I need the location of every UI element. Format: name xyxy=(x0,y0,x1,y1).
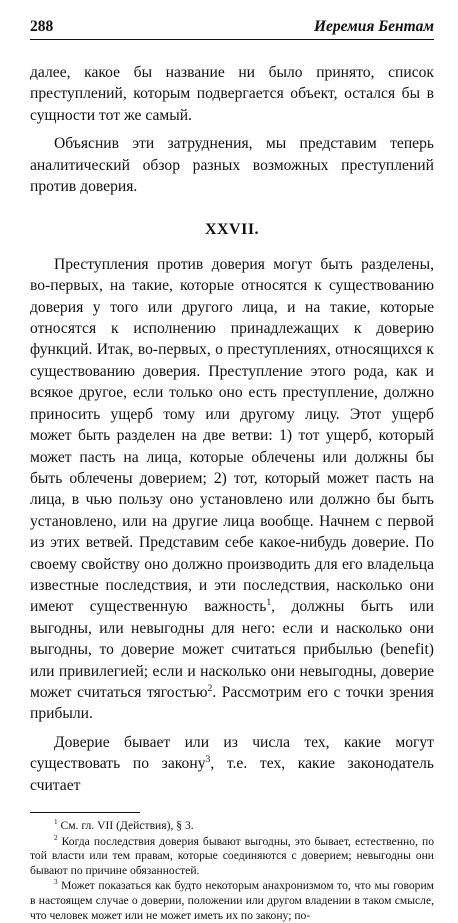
running-header xyxy=(30,18,434,40)
footnote-3 xyxy=(30,879,434,923)
footnote-number: 2 xyxy=(54,833,58,842)
footnote-divider xyxy=(30,812,140,813)
paragraph: Объяснив эти затруднения, мы представим теперь аналитический обзор разных возможных преступлений против доверия. xyxy=(30,135,434,196)
footnote-ref-3[interactable]: 3 xyxy=(205,754,211,765)
body-text xyxy=(30,62,434,796)
footnote-ref-2[interactable]: 2 xyxy=(207,682,213,694)
paragraph-continuation: далее, какое бы название ни было принято, список преступлений, которым подвергается объект, остался бы в сущности тот же самый. xyxy=(30,64,434,124)
paragraph-text: Преступления против доверия могут быть разделены, во-первых, на такие, которые относятся к существованию доверия у того или другого лица, и на такие, которые относятся к исполнению принадлежащих к доверию функций. Итак, во-первых, о преступлениях, относящихся к существованию доверия. Преступление этого рода, как и всякое другое, если только оно есть преступление, должно приносить ущерб тому или другому лицу. Этот ущерб может быть разделен на две ветви: 1) тот ущерб, который может пасть на лица, которые облечены или должны бы быть облечены доверием; 2) тот, который может пасть на лица, в чью пользу оно установлено или должно бы быть установлено, или на другие лица вообще. Начнем с первой из этих ветвей. Представим себе какое-нибудь доверие. По своему свойству оно должно производить для его владельца известные последствия, и эти последствия, насколько они имеют существенную важность xyxy=(30,255,434,616)
running-title: Иеремия Бентам xyxy=(313,18,434,35)
paragraph-text: . Рассмотрим его с точки зрения прибыли. xyxy=(30,683,434,723)
section-heading: XXVII. xyxy=(204,221,260,239)
footnote-text: Когда последствия доверия бывают выгодны, это бывает, естественно, по той власти или тем правам, которые соединяются с доверием; невыгодны они бывают по причине обязанностей. xyxy=(30,834,434,877)
footnote-number: 1 xyxy=(54,818,58,827)
paragraph-last xyxy=(30,732,434,796)
footnotes xyxy=(30,819,434,923)
paragraph-main xyxy=(30,254,434,725)
paragraph-text: , т.е. тех, какие законодатель считает xyxy=(30,755,434,794)
footnote-ref-1[interactable]: 1 xyxy=(266,597,272,609)
page-number: 288 xyxy=(30,18,54,35)
footnote-1 xyxy=(30,819,434,834)
footnote-text: Может показаться как будто некоторым анахронизмом то, что мы говорим в настоящем случае о доверии, положении или другом владении в таком смысле, что человек может или не может иметь их по закону; по- xyxy=(30,879,434,922)
paragraph-text: , должны быть или выгодны, или невыгодны для него: если и насколько они выгодны, то доверие может считаться прибылью (benefit) или привилегией; если и насколько они невыгодны, доверие может считаться тягостью xyxy=(30,598,434,701)
footnote-number: 3 xyxy=(54,878,58,887)
footnote-2 xyxy=(30,835,434,879)
paragraph-text: Доверие бывает или из числа тех, какие могут существовать по закону xyxy=(30,733,434,773)
footnote-text: См. гл. VII (Действия), § 3. xyxy=(57,819,194,832)
